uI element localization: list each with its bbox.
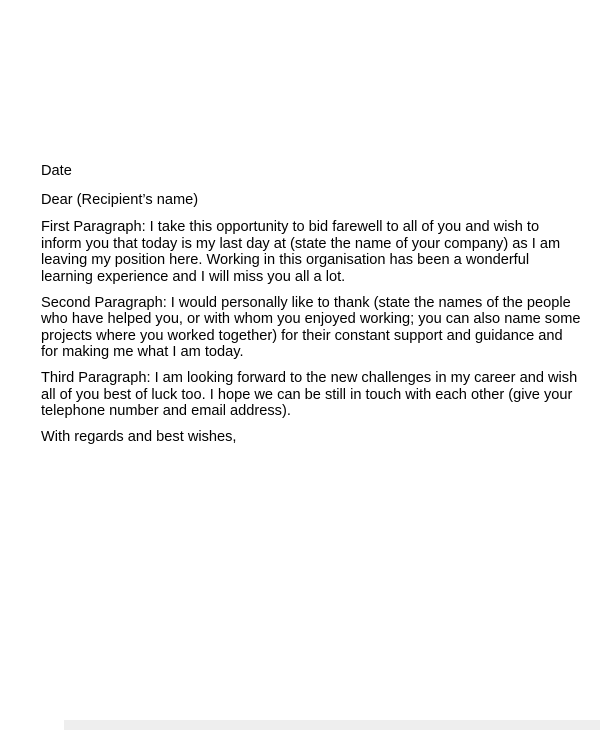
page-bottom-edge (64, 720, 600, 730)
second-paragraph: Second Paragraph: I would personally like to thank (state the names of the people who have helped you, or with whom you enjoyed working; you can also name some projects where you worked together) for their constant support and guidance and for making me what I am today. (41, 294, 581, 361)
closing-line: With regards and best wishes, (41, 428, 237, 445)
salutation: Dear (Recipient’s name) (41, 191, 199, 208)
first-paragraph: First Paragraph: I take this opportunity to bid farewell to all of you and wish to inform you that today is my last day at (state the name of your company) as I am leaving my position here. Working in this organisation has been a wonderful learning experience and I will miss you all a lot. (41, 219, 561, 285)
letter-body (41, 163, 581, 445)
third-paragraph: Third Paragraph: I am looking forward to the new challenges in my career and wish all of you best of luck too. I hope we can be still in touch with each other (give your telephone number and email address). (41, 369, 578, 420)
date-line: Date (41, 163, 72, 179)
